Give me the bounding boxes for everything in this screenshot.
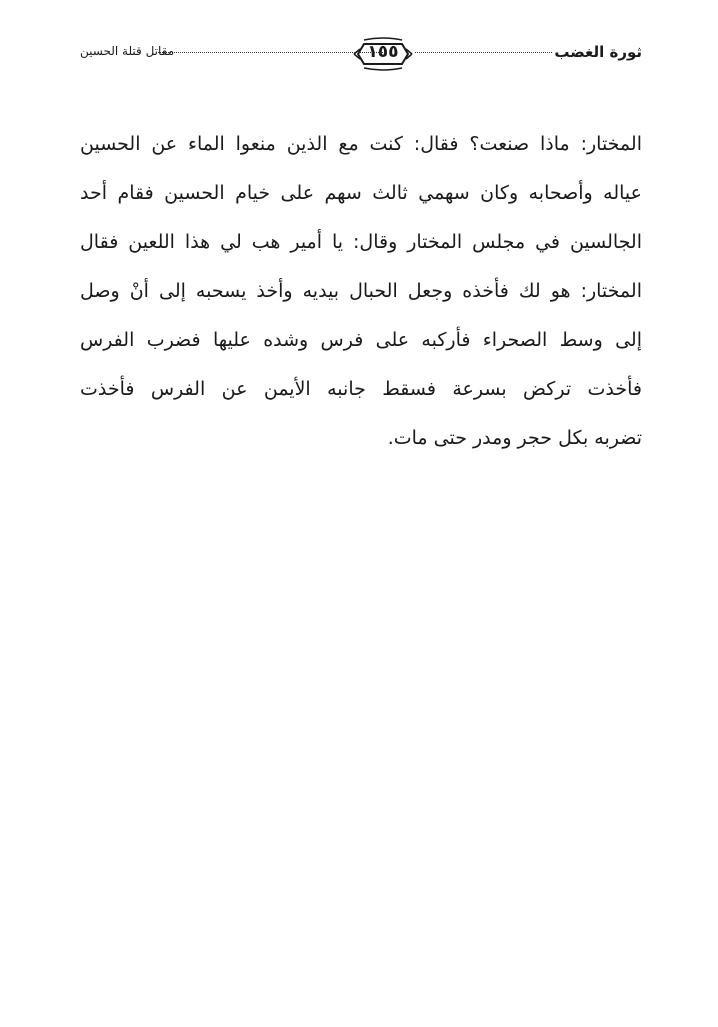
book-title: ثورة الغضب — [554, 43, 642, 61]
page-number: ١٥٥ — [367, 42, 399, 62]
text-line: عياله وأصحابه وكان سهمي ثالث سهم على خيام الحسين فقام أحد — [80, 182, 642, 204]
page-number-badge — [352, 36, 414, 72]
main-paragraph — [80, 120, 642, 463]
chapter-title: مقاتل قتلة الحسين — [80, 44, 175, 58]
header-leader-dots — [415, 52, 552, 53]
text-line: الجالسين في مجلس المختار وقال: يا أمير هب لي هذا اللعين فقال — [80, 231, 642, 253]
text-line: فأخذت تركض بسرعة فسقط جانبه الأيمن عن الفرس فأخذت — [80, 378, 642, 400]
text-line: إلى وسط الصحراء فأركبه على فرس وشده عليها فضرب الفرس — [80, 329, 642, 351]
header-leader-dots — [158, 52, 387, 53]
running-header — [80, 36, 642, 76]
text-line: تضربه بكل حجر ومدر حتى مات. — [387, 427, 642, 449]
text-line: المختار: ماذا صنعت؟ فقال: كنت مع الذين منعوا الماء عن الحسين — [80, 133, 642, 155]
text-line: المختار: هو لك فأخذه وجعل الحبال بيديه وأخذ يسحبه إلى أنْ وصل — [80, 280, 642, 302]
